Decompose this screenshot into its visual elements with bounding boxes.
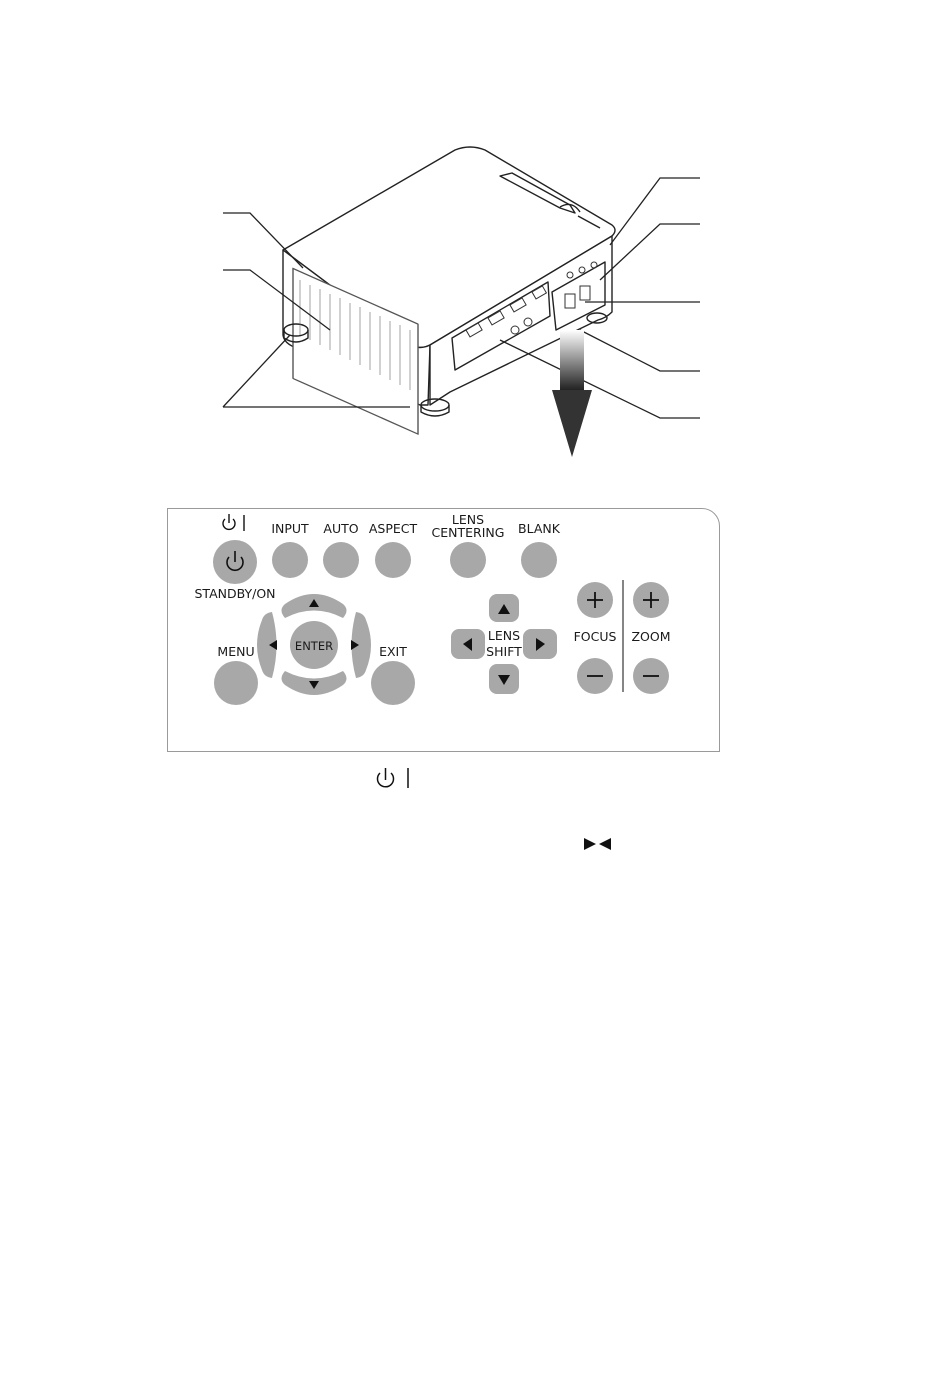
auto-label: AUTO	[323, 521, 359, 536]
exit-button[interactable]	[371, 661, 415, 705]
aspect-button[interactable]	[375, 542, 411, 578]
power-label-icon	[223, 514, 244, 531]
lens-shift-label-1: LENS	[487, 628, 521, 643]
enter-label: ENTER	[294, 639, 334, 653]
aspect-label: ASPECT	[368, 521, 418, 536]
bowtie-icon	[584, 838, 611, 850]
input-label: INPUT	[271, 521, 309, 536]
power-icon	[378, 768, 409, 788]
lens-centering-label-1: LENS	[451, 512, 485, 527]
menu-button[interactable]	[214, 661, 258, 705]
input-button[interactable]	[272, 542, 308, 578]
blank-label: BLANK	[518, 521, 560, 536]
lens-shift-label-2: SHIFT	[486, 644, 522, 659]
zoom-label: ZOOM	[631, 629, 671, 644]
lens-centering-button[interactable]	[450, 542, 486, 578]
standby-on-label: STANDBY/ON	[194, 586, 276, 601]
menu-label: MENU	[217, 644, 255, 659]
lens-centering-label-2: CENTERING	[431, 525, 505, 540]
exit-label: EXIT	[379, 644, 407, 659]
focus-label: FOCUS	[573, 629, 617, 644]
auto-button[interactable]	[323, 542, 359, 578]
standby-on-button[interactable]	[213, 540, 257, 584]
blank-button[interactable]	[521, 542, 557, 578]
